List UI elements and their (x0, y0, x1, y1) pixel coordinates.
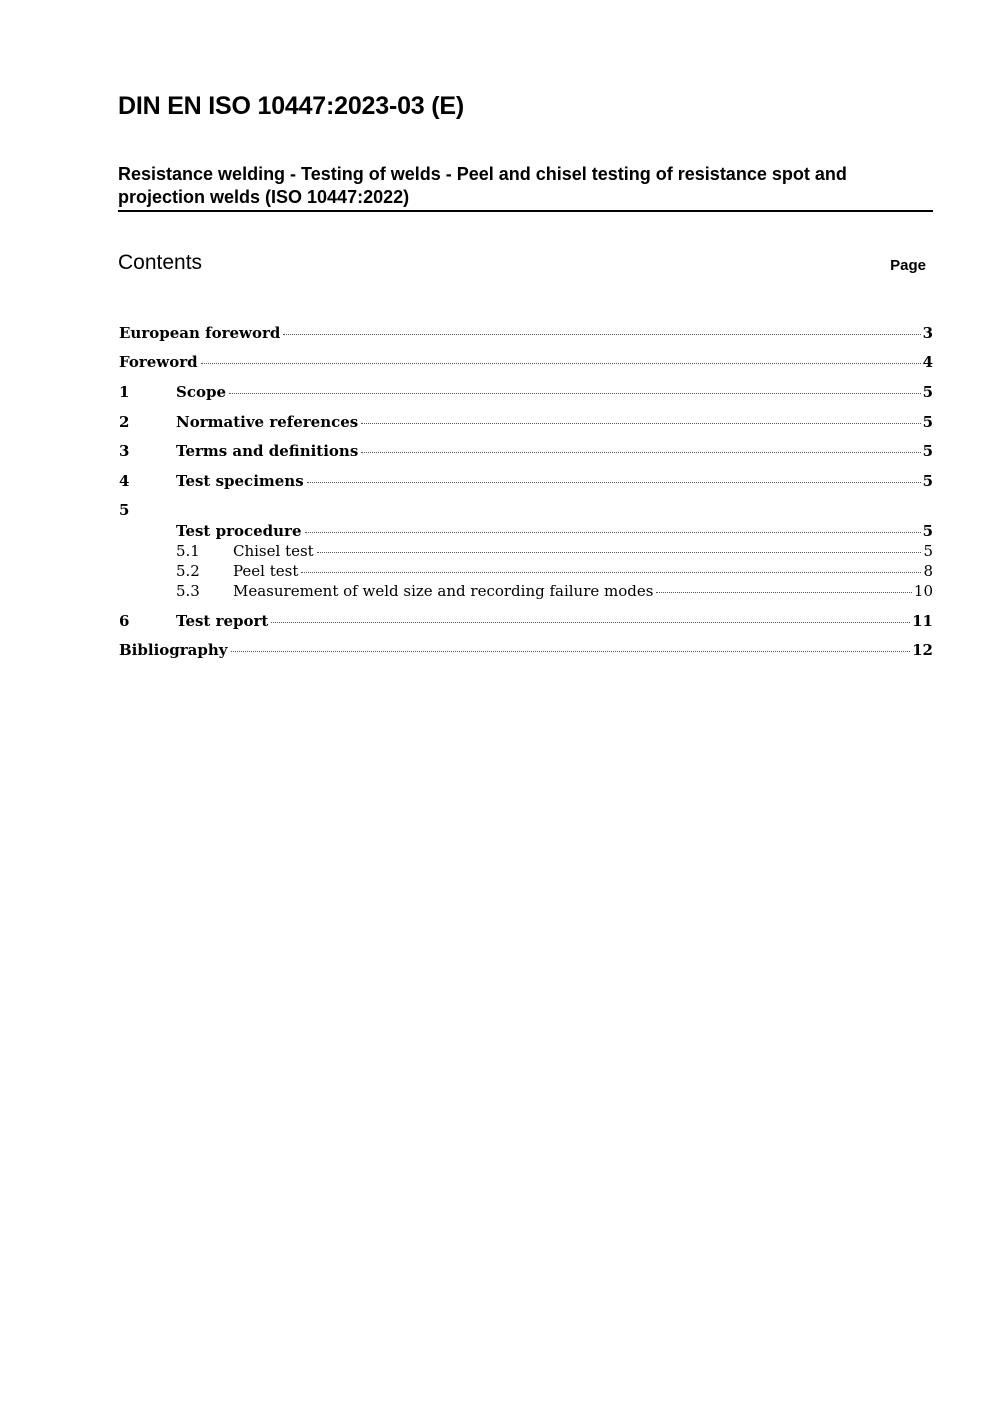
toc-entry-label: Normative references (176, 413, 359, 431)
toc-entry-number: 5.3 (176, 582, 200, 600)
toc-entry-page: 12 (912, 641, 933, 659)
toc-entry-number: 1 (119, 383, 130, 401)
toc-entry-label: Test report (176, 612, 269, 630)
dot-leader (283, 334, 920, 335)
toc-entry-page: 4 (922, 353, 933, 371)
dot-leader (231, 651, 911, 652)
toc-entry-scope[interactable] (119, 381, 933, 403)
toc-entry-number: 2 (119, 413, 130, 431)
toc-entry-label: Measurement of weld size and recording failure modes (233, 582, 654, 600)
toc-entry-number: 5.2 (176, 562, 200, 580)
toc-entry-test-report[interactable] (119, 610, 933, 632)
toc-entry-number: 5.1 (176, 542, 200, 560)
toc-entry-measurement-of-weld-size[interactable] (119, 580, 933, 602)
toc-entry-page: 5 (922, 472, 933, 490)
toc-entry-page: 10 (913, 582, 933, 600)
toc-entry-label: Terms and definitions (176, 442, 359, 460)
document-subtitle: Resistance welding - Testing of welds - Peel and chisel testing of resistance spot and projection welds (ISO 10447:2022) (118, 163, 933, 212)
toc-entry-page: 5 (923, 542, 933, 560)
toc-entry-test-specimens[interactable] (119, 470, 933, 492)
dot-leader (307, 482, 921, 483)
dot-leader (656, 592, 911, 593)
toc-entry-page: 8 (923, 562, 933, 580)
dot-leader (361, 423, 920, 424)
toc-entry-terms-and-definitions[interactable] (119, 440, 933, 462)
toc-entry-number: 4 (119, 472, 130, 490)
toc-entry-page: 11 (912, 612, 933, 630)
toc-entry-chisel-test[interactable] (119, 540, 933, 562)
toc-entry-european-foreword[interactable] (119, 322, 933, 344)
toc-entry-page: 5 (922, 413, 933, 431)
toc-entry-label: Peel test (233, 562, 299, 580)
toc-entry-page: 5 (922, 383, 933, 401)
dot-leader (301, 572, 921, 573)
toc-entry-test-procedure[interactable] (119, 501, 933, 542)
page-column-label: Page (890, 257, 926, 274)
toc-entry-label: European foreword (119, 324, 281, 342)
toc-entry-label: Chisel test (233, 542, 314, 560)
toc-entry-label: Scope (176, 383, 227, 401)
toc-entry-bibliography[interactable] (119, 639, 933, 661)
toc-entry-label: Bibliography (119, 641, 228, 659)
toc-entry-normative-references[interactable] (119, 411, 933, 433)
toc-entry-peel-test[interactable] (119, 560, 933, 582)
dot-leader (317, 552, 922, 553)
dot-leader (361, 452, 920, 453)
contents-heading: Contents (118, 251, 203, 274)
dot-leader (201, 363, 921, 364)
toc-entry-page: 5 (922, 522, 933, 540)
document-title: DIN EN ISO 10447:2023-03 (E) (118, 92, 464, 120)
dot-leader (229, 393, 921, 394)
toc-entry-foreword[interactable] (119, 351, 933, 373)
dot-leader (271, 622, 910, 623)
toc-entry-page: 5 (922, 442, 933, 460)
toc-entry-label: Test specimens (176, 472, 304, 490)
toc-entry-page: 3 (922, 324, 933, 342)
toc-entry-label: Foreword (119, 353, 198, 371)
toc-entry-number: 3 (119, 442, 130, 460)
dot-leader (305, 532, 921, 533)
toc-entry-number: 6 (119, 612, 130, 630)
toc-entry-label: Test procedure (176, 522, 302, 540)
toc-entry-number: 5 (119, 501, 130, 519)
